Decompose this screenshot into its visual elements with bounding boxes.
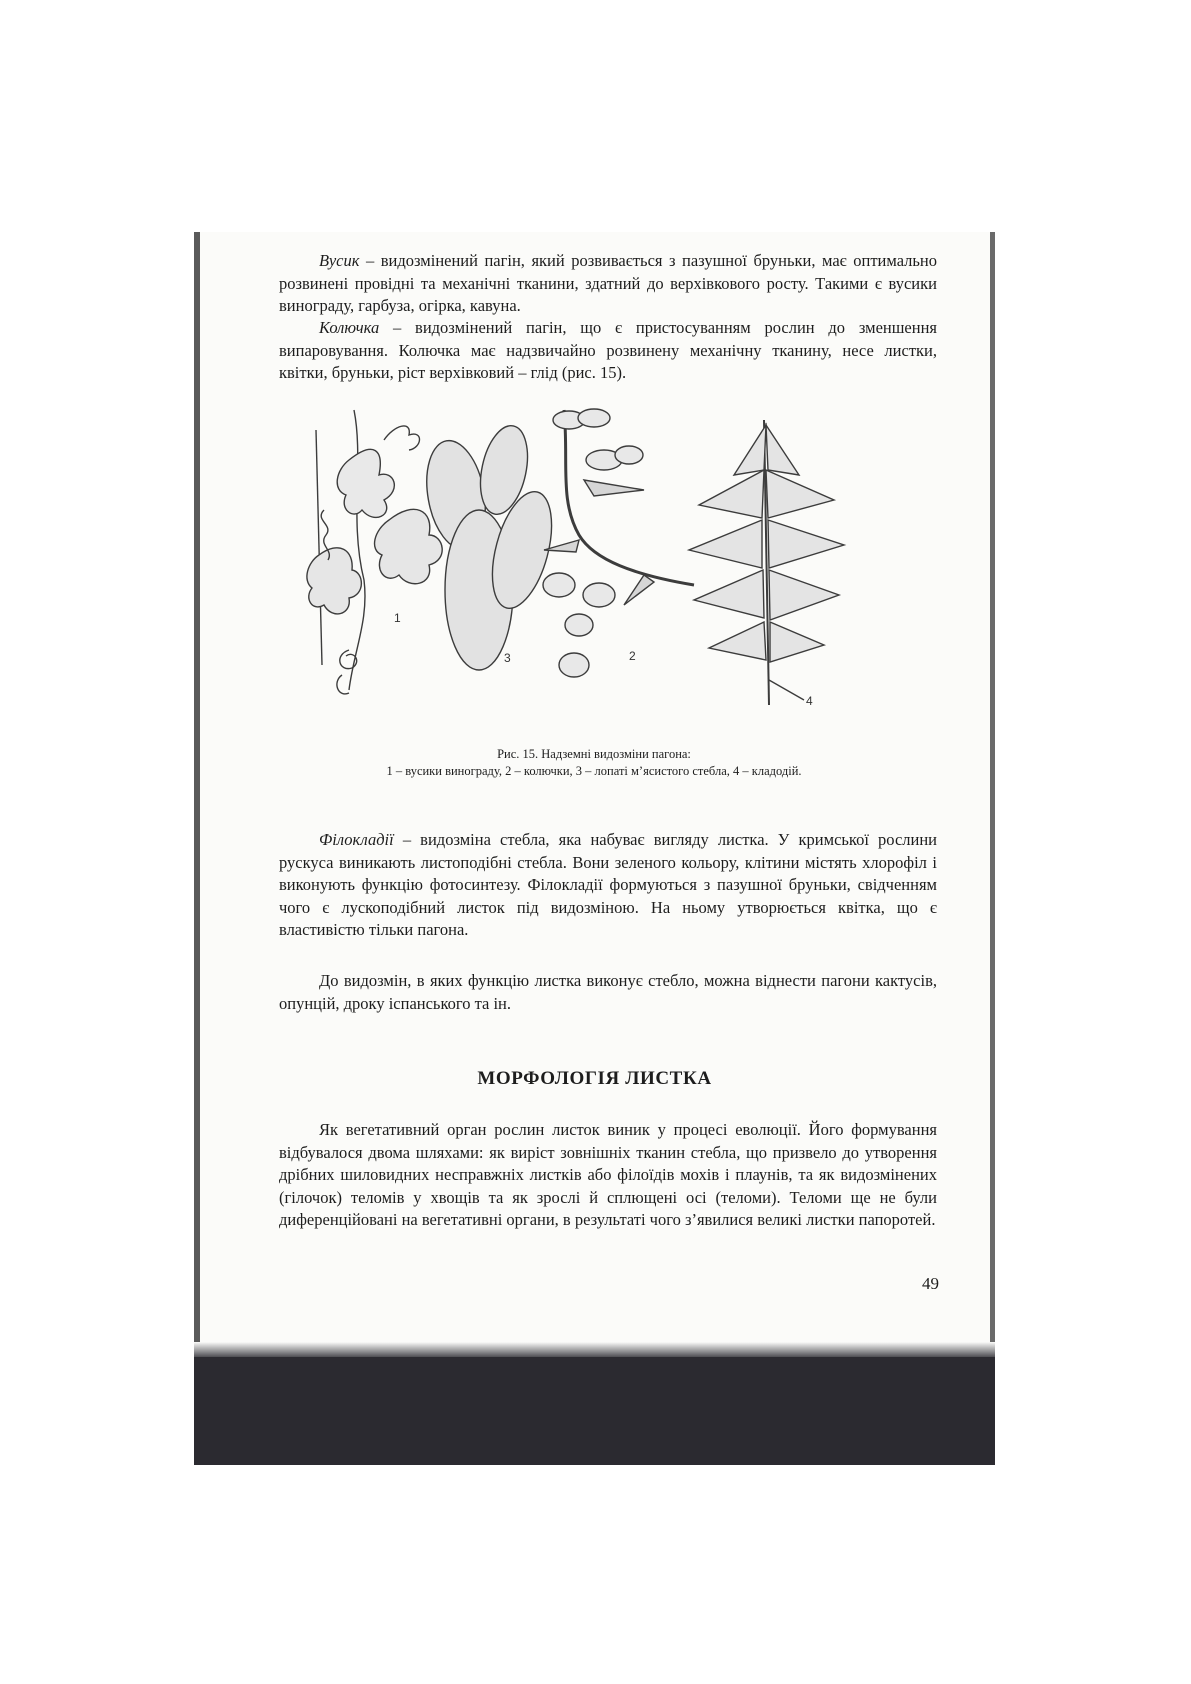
paragraph-tendril bbox=[279, 250, 937, 318]
term-tendril: Вусик bbox=[319, 251, 360, 270]
page-right-shadow bbox=[990, 232, 995, 1465]
section-heading: МОРФОЛОГІЯ ЛИСТКА bbox=[477, 1068, 712, 1089]
thorn-illustration bbox=[543, 409, 694, 677]
figure-label-3: 3 bbox=[504, 651, 511, 665]
paragraph-leaf-evolution: Як вегетативний орган рослин листок виник у процесі еволюції. Його формування відбувалося двома шляхами: як виріст зовнішніх тканин стебла, що призвело до утворення дрібних шиловидних несправжніх листків або філоїдів мохів і плаунів, та як видозмінених (гілочок) теломів у хвощів та як зрослі й сплющені осі (теломи). Теломи ще не були диференційовані на вегетативні органи, в результаті чого з’явилися великі листки папоротей. bbox=[279, 1120, 937, 1229]
paragraph-phylloclades-text: – видозміна стебла, яка набуває вигляду листка. У кримської рослини рускуса виникають листоподібні стебла. Вони зеленого кольору, клітини містять хлорофіл і виконують функцію фотосинтезу. Філокладії формуються з пазушної бруньки, свідченням чого є лускоподібний листок під видозміною. На ньому утворюється квітка, що є властивістю тільки пагона. bbox=[279, 830, 937, 939]
scanned-page bbox=[194, 232, 995, 1465]
paragraph-stem-as-leaf: До видозмін, в яких функцію листка виконує стебло, можна віднести пагони кактусів, опунцій, дроку іспанського та ін. bbox=[279, 971, 937, 1013]
paragraph-phylloclades bbox=[279, 829, 937, 942]
figure-label-4: 4 bbox=[806, 694, 813, 708]
paragraph-thorn bbox=[279, 317, 937, 385]
page-left-shadow bbox=[194, 232, 200, 1465]
figure-label-2: 2 bbox=[629, 649, 636, 663]
figure-label-1: 1 bbox=[394, 611, 401, 625]
grape-tendril-illustration bbox=[307, 410, 442, 694]
figure-caption-legend: 1 – вусики винограду, 2 – колючки, 3 – лопаті м’ясистого стебла, 4 – кладодій. bbox=[386, 764, 802, 778]
term-phylloclades: Філокладії bbox=[319, 830, 394, 849]
term-thorn: Колючка bbox=[319, 318, 380, 337]
figure-caption-title: Рис. 15. Надземні видозміни пагона: bbox=[497, 747, 691, 761]
figure-caption bbox=[234, 746, 954, 780]
paragraph-tendril-text: – видозмінений пагін, який розвивається з пазушної бруньки, має оптимально розвинені провідні та механічні тканини, здатний до верхівкового росту. Такими є вусики винограду, гарбуза, огірка, кавуна. bbox=[279, 251, 937, 315]
cladode-illustration bbox=[689, 420, 844, 705]
page-number: 49 bbox=[922, 1274, 939, 1293]
figure-shoot-modifications bbox=[294, 400, 934, 720]
paragraph-thorn-text: – видозмінений пагін, що є пристосуванням рослин до зменшення випаровування. Колючка має надзвичайно розвинену механічну тканину, несе листки, квітки, бруньки, ріст верхівковий – глід (рис. 15). bbox=[279, 318, 937, 382]
scanner-dark-band bbox=[194, 1357, 995, 1465]
